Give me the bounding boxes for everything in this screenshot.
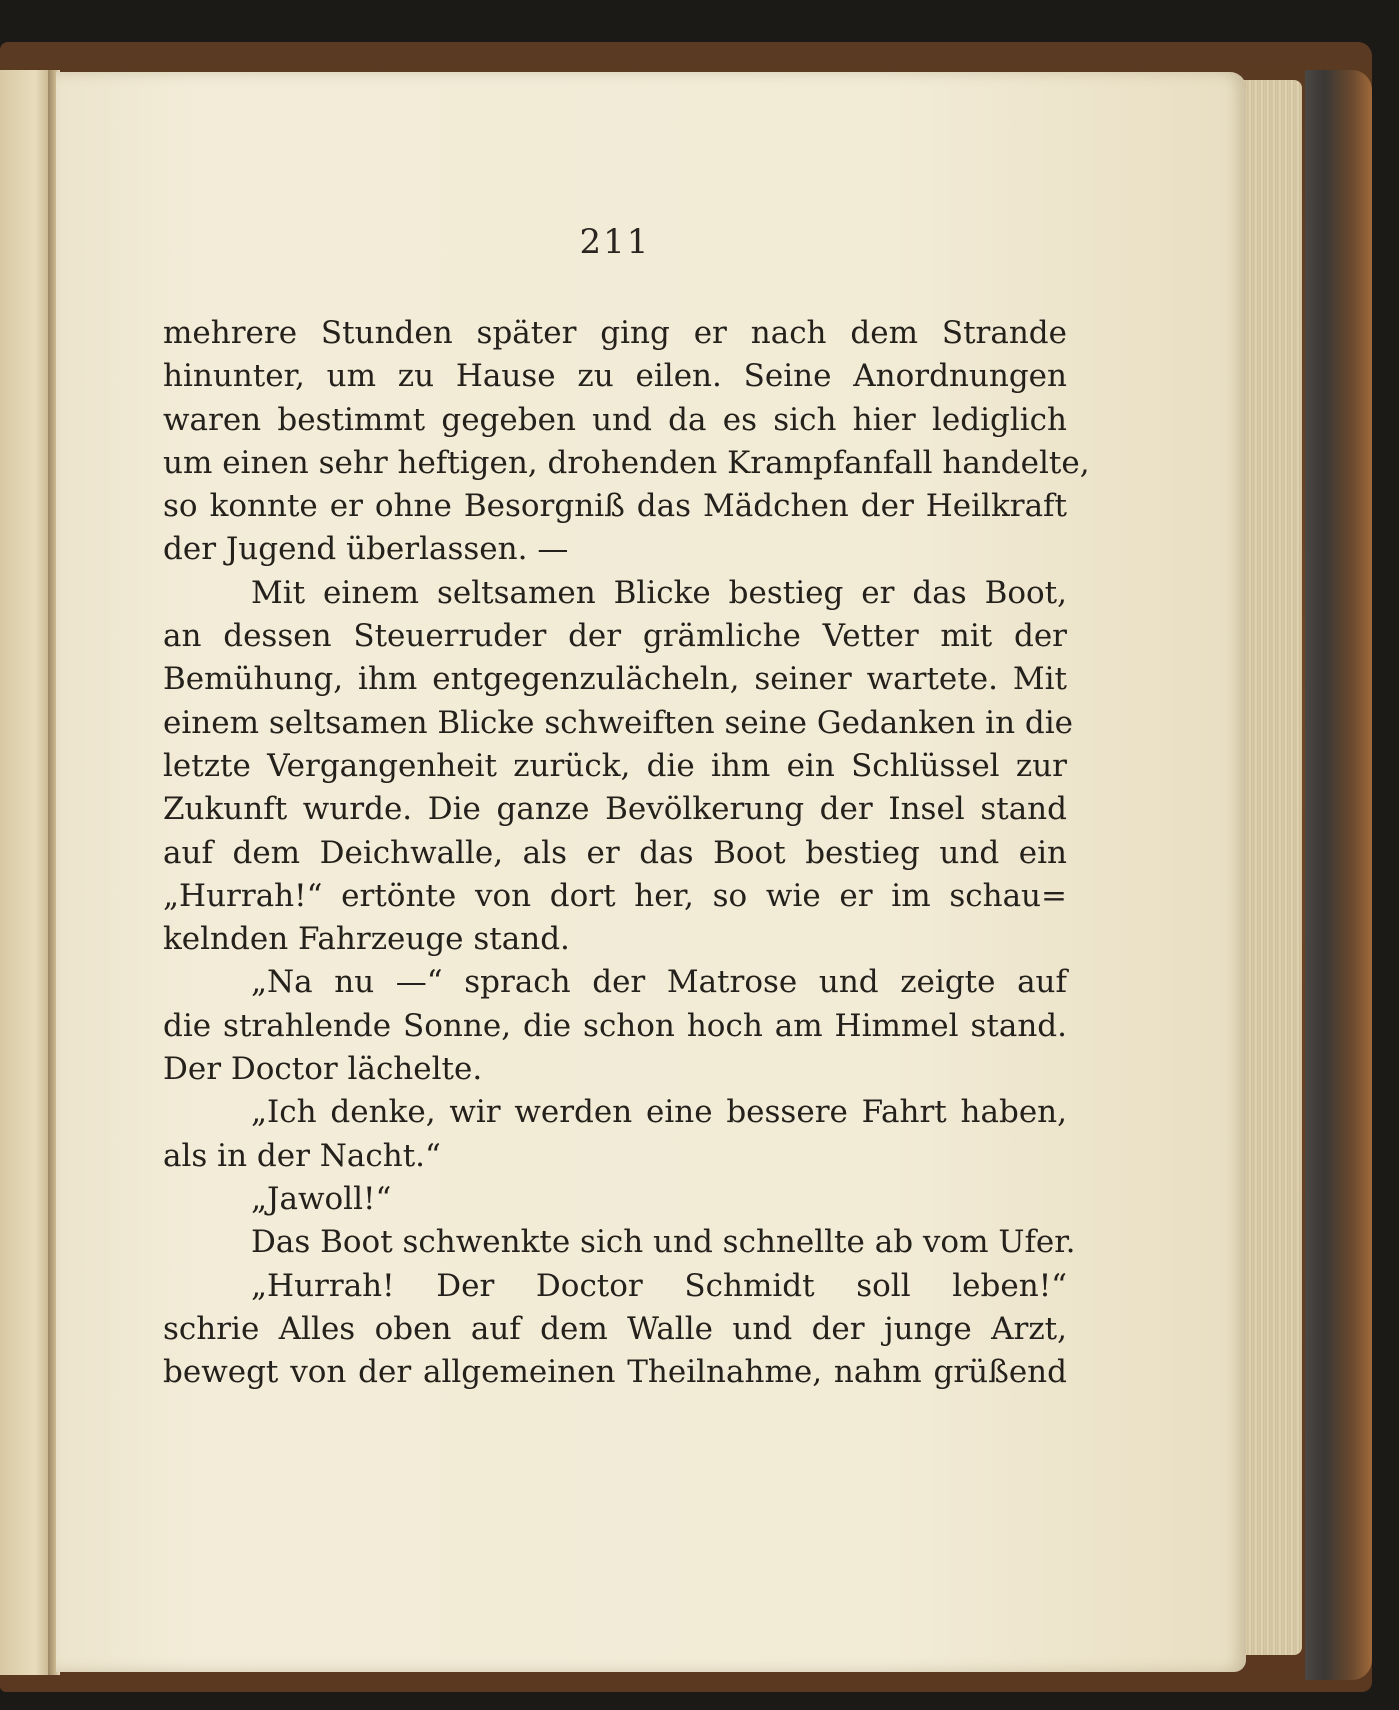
page-edges <box>1240 80 1302 1655</box>
text-line: Das Boot schwenkte sich und schnellte ab vom Ufer. <box>251 1224 1076 1261</box>
body-text <box>163 312 1090 1394</box>
page-number: 211 <box>579 222 651 262</box>
text-line: „Jawoll!“ <box>251 1180 392 1217</box>
text-line: Bemühung, ihm entgegenzulächeln, seiner wartete. Mit <box>163 661 1067 698</box>
text-line: der Jugend überlassen. — <box>163 531 569 568</box>
text-line: die strahlende Sonne, die schon hoch am Himmel stand. <box>163 1007 1067 1044</box>
text-line: einem seltsamen Blicke schweiften seine Gedanken in die <box>163 704 1074 741</box>
text-line: letzte Vergangenheit zurück, die ihm ein Schlüssel zur <box>163 747 1067 784</box>
text-line: auf dem Deichwalle, als er das Boot bestieg und ein <box>163 834 1067 871</box>
text-line: kelnden Fahrzeuge stand. <box>163 921 570 958</box>
text-line: bewegt von der allgemeinen Theilnahme, nahm grüßend <box>163 1354 1067 1391</box>
text-line: Mit einem seltsamen Blicke bestieg er das Boot, <box>251 574 1067 611</box>
left-facing-page <box>0 70 50 1675</box>
text-line: so konnte er ohne Besorgniß das Mädchen der Heilkraft <box>163 488 1067 525</box>
text-line: Zukunft wurde. Die ganze Bevölkerung der Insel stand <box>163 791 1067 828</box>
text-line: mehrere Stunden später ging er nach dem Strande <box>163 315 1067 351</box>
text-line: „Hurrah!“ ertönte von dort her, so wie er im schau= <box>163 877 1067 914</box>
text-line: an dessen Steuerruder der grämliche Vetter mit der <box>163 618 1067 655</box>
text-line: Der Doctor lächelte. <box>163 1051 483 1088</box>
text-line: „Na nu —“ sprach der Matrose und zeigte auf <box>251 964 1067 1001</box>
text-line: schrie Alles oben auf dem Walle und der junge Arzt, <box>163 1310 1067 1347</box>
text-line: hinunter, um zu Hause zu eilen. Seine Anordnungen <box>163 358 1067 395</box>
cover-spine-edge <box>1305 70 1372 1680</box>
text-line: um einen sehr heftigen, drohenden Krampfanfall handelte, <box>163 444 1090 481</box>
text-line: „Ich denke, wir werden eine bessere Fahrt haben, <box>251 1094 1067 1131</box>
text-line: waren bestimmt gegeben und da es sich hier lediglich <box>163 401 1067 438</box>
text-line: als in der Nacht.“ <box>163 1137 441 1174</box>
text-line: „Hurrah! Der Doctor Schmidt soll leben!“ <box>251 1267 1067 1304</box>
